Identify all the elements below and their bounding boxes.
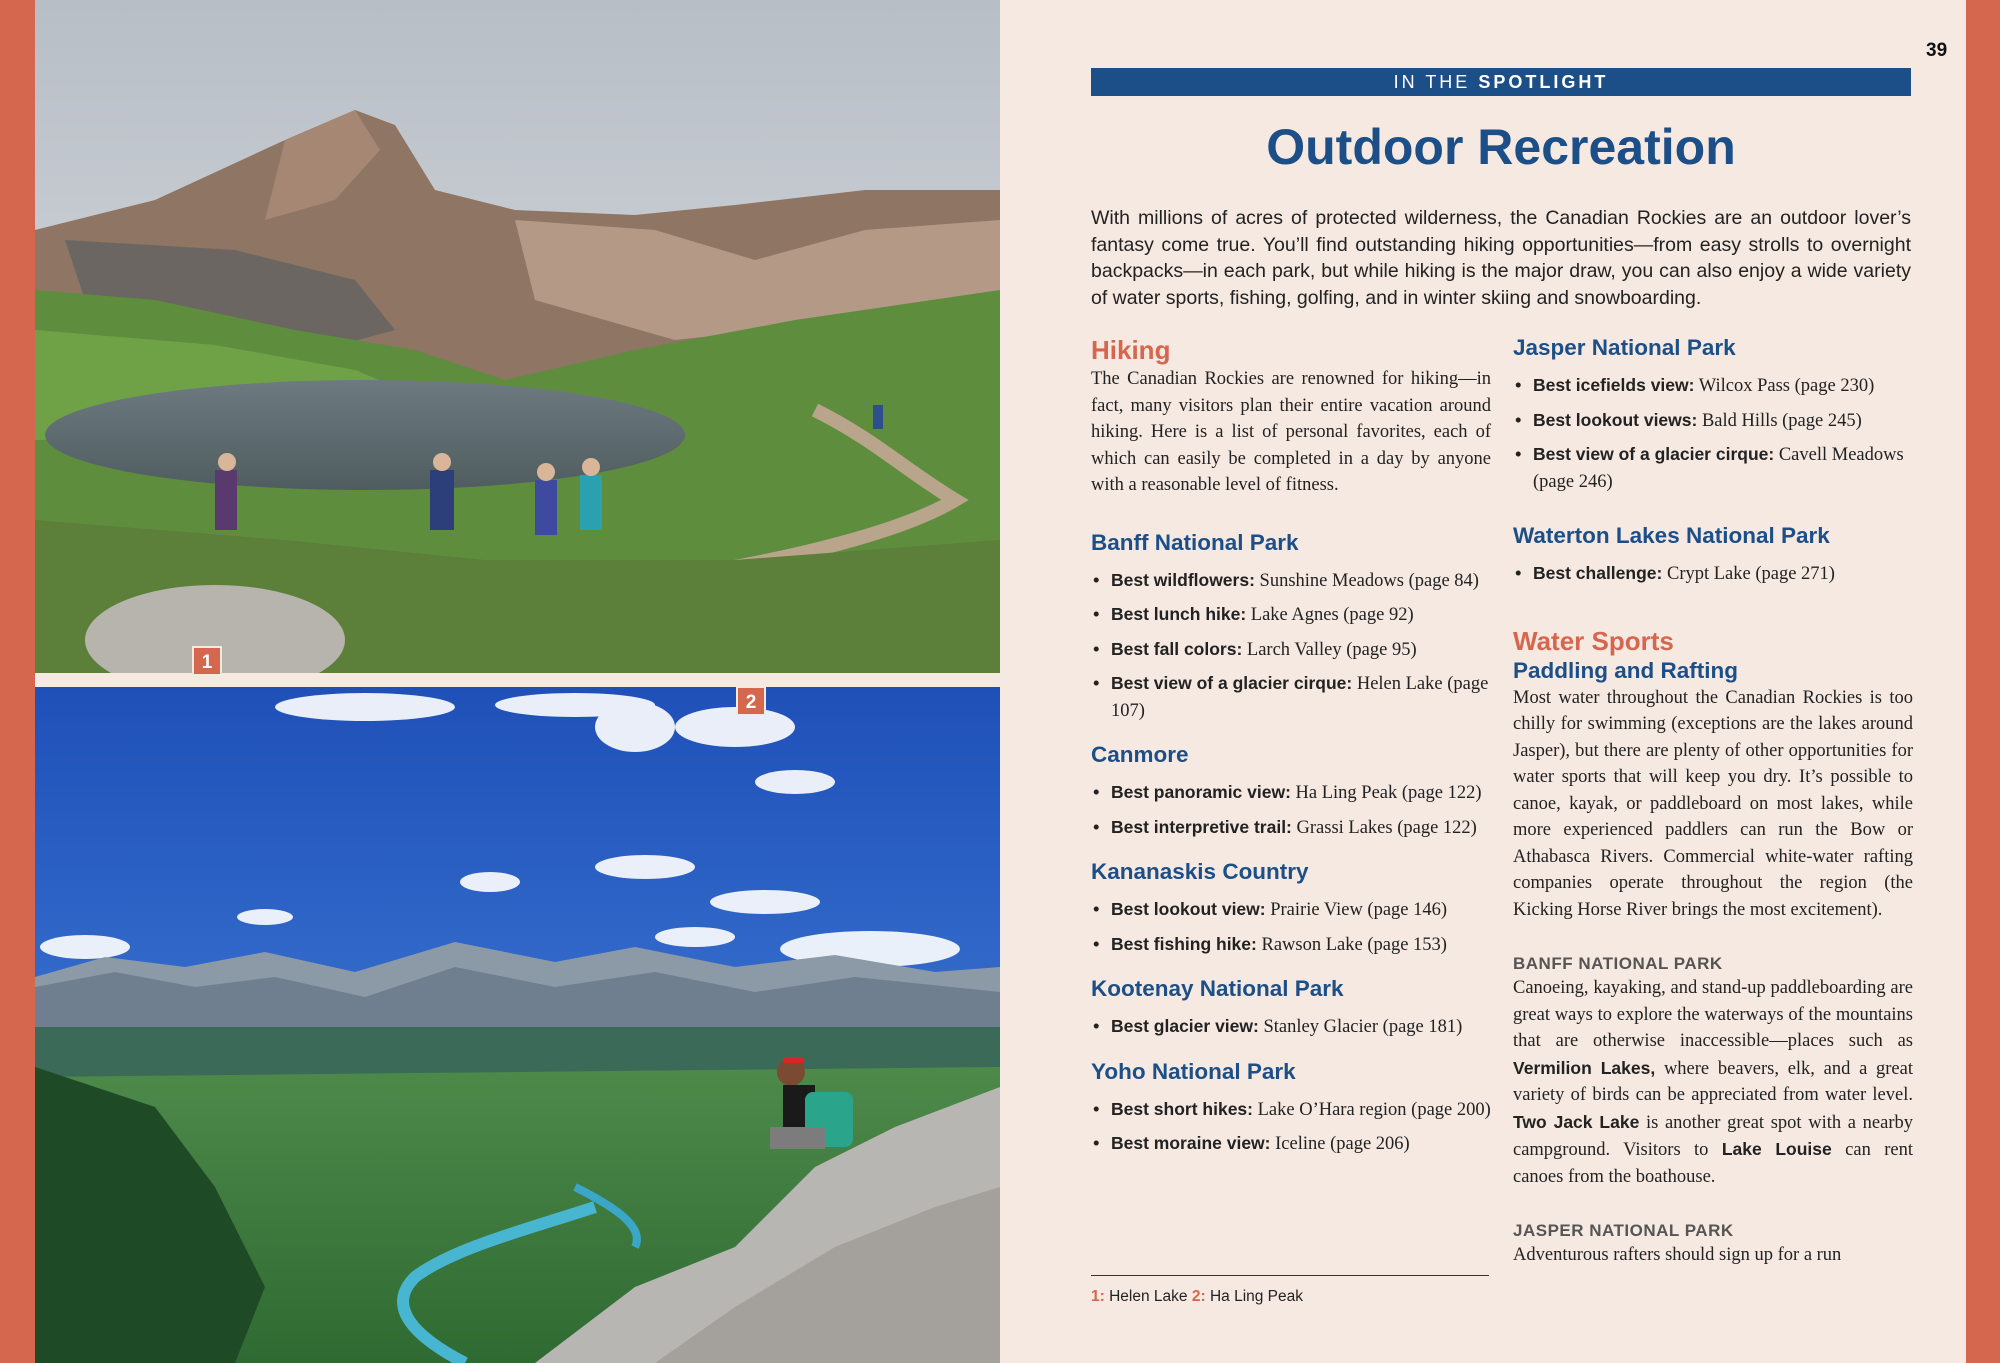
yoho-heading: Yoho National Park [1091,1058,1296,1084]
list-item: • Best glacier view: Stanley Glacier (page 181) [1091,1013,1491,1041]
photo-caption: 1: Helen Lake 2: Ha Ling Peak [1091,1288,1304,1305]
list-item: • Best view of a glacier cirque: Helen Lake (page 107) [1091,670,1491,724]
photo-ha-ling-peak [35,687,1000,1363]
photo-helen-lake [35,0,1000,673]
jasper-water-body: Adventurous rafters should sign up for a run [1513,1245,1842,1265]
paddling-heading: Paddling and Rafting [1513,657,1738,683]
page-title: Outdoor Recreation [1266,119,1736,175]
hiking-body: The Canadian Rockies are renowned for hiking—in fact, many visitors plan their entire vacation around hiking. Here is a list of personal favorites, each of which can easily be completed in a day by anyone with a reasonable level of fitness. [1091,369,1491,495]
list-item: • Best view of a glacier cirque: Cavell Meadows (page 246) [1513,441,1913,495]
spotlight-banner [1091,68,1911,96]
jasper-hiking-list [1513,372,1913,495]
list-item: • Best short hikes: Lake O’Hara region (page 200) [1091,1096,1491,1124]
hiking-heading: Hiking [1091,335,1171,365]
intro-paragraph: With millions of acres of protected wilderness, the Canadian Rockies are an outdoor lover’s fantasy come true. You’ll find outstanding hiking opportunities—from easy strolls to overnight backpacks—in each park, but while hiking is the major draw, you can also enjoy a wide variety of water sports, fishing, golfing, and in winter skiing and snowboarding. [1091,207,1911,309]
banff-water-body: Canoeing, kayaking, and stand-up paddleboarding are great ways to explore the waterways of the mountains that are otherwise inaccessible—places such as Vermilion Lakes, where beavers, elk, and a great variety of birds can be appreciated from water level. Two Jack Lake is another great spot with a nearby campground. Visitors to Lake Louise can rent canoes from the boathouse. [1513,978,1913,1187]
page-edge-left [0,0,35,1363]
list-item: • Best icefields view: Wilcox Pass (page 230) [1513,372,1913,400]
page-number: 39 [1926,40,1948,61]
list-item: • Best fall colors: Larch Valley (page 95) [1091,636,1491,664]
jasper-hiking-heading: Jasper National Park [1513,335,1736,360]
kananaskis-list [1091,896,1491,958]
photo-number-1: 1 [192,646,222,676]
canmore-list [1091,779,1491,841]
list-item: • Best lunch hike: Lake Agnes (page 92) [1091,601,1491,629]
kootenay-list [1091,1013,1491,1041]
kananaskis-heading: Kananaskis Country [1091,859,1309,884]
kootenay-heading: Kootenay National Park [1091,976,1344,1001]
list-item: • Best moraine view: Iceline (page 206) [1091,1130,1491,1158]
list-item: • Best wildflowers: Sunshine Meadows (page 84) [1091,567,1491,595]
waterton-heading: Waterton Lakes National Park [1513,523,1830,548]
banff-hiking-heading: Banff National Park [1091,529,1299,555]
left-column [1091,334,1491,1165]
water-sports-heading: Water Sports [1513,625,1674,656]
photo-number-2: 2 [736,686,766,716]
jasper-water-heading: JASPER NATIONAL PARK [1513,1221,1734,1240]
paddling-body: Most water throughout the Canadian Rockies is too chilly for swimming (exceptions are the lakes around Jasper), but there are plenty of other opportunities for water sports that will keep you dry. It’s possible to canoe, kayak, or paddleboard on most lakes, while more experienced paddlers can run the Bow or Athabasca Rivers. Commercial white-water rafting companies operate throughout the region (the Kicking Horse River brings the most excitement). [1513,687,1913,920]
list-item: • Best challenge: Crypt Lake (page 271) [1513,560,1913,588]
page-edge-right [1966,0,2000,1363]
list-item: • Best lookout view: Prairie View (page 146) [1091,896,1491,924]
banff-water-heading: BANFF NATIONAL PARK [1513,954,1723,973]
list-item: • Best fishing hike: Rawson Lake (page 153) [1091,931,1491,959]
yoho-list [1091,1096,1491,1158]
photo-gap [35,673,1000,687]
list-item: • Best panoramic view: Ha Ling Peak (page 122) [1091,779,1491,807]
banff-hiking-list [1091,567,1491,725]
banner-strong: SPOTLIGHT [1478,72,1609,92]
right-column [1513,334,1913,1269]
caption-rule [1091,1275,1489,1276]
list-item: • Best interpretive trail: Grassi Lakes (page 122) [1091,814,1491,842]
waterton-list [1513,560,1913,588]
canmore-heading: Canmore [1091,742,1189,767]
list-item: • Best lookout views: Bald Hills (page 245) [1513,407,1913,435]
banner-prefix: IN THE [1393,72,1471,92]
